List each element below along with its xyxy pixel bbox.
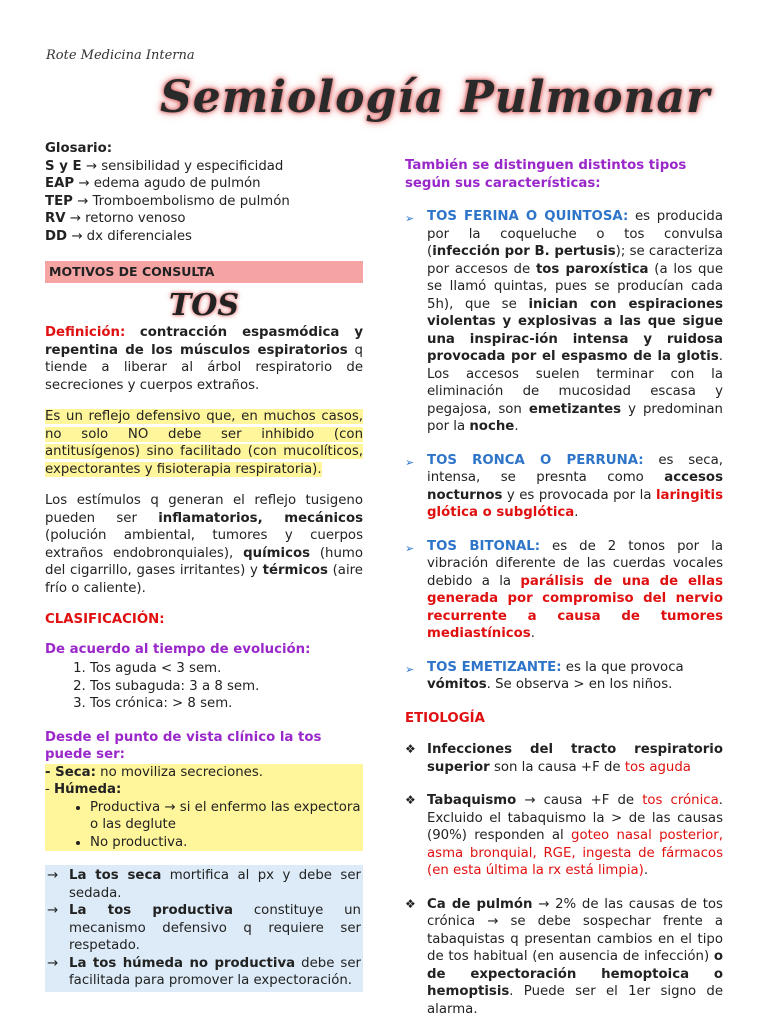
diamond-bullet-icon: ❖ [405,742,416,756]
tos-ferina-item [405,208,723,436]
etiologia-text: → 2% de las causas de tos crónica → se debe sospechar frente a tabaquistas q presentan cambios en el tipo de tos habitual (en ausencia de infección) [427,896,723,964]
nota-text: mortifica al px y debe ser sedada. [69,868,361,901]
diamond-bullet-icon: ❖ [405,896,416,911]
tos-type-red: parálisis de una de ellas generada por compromiso del nervio recurrente a causa de tumores mediastínicos [427,573,723,641]
tos-type-bold: noche [469,419,515,434]
diamond-bullet-icon: ❖ [405,793,416,807]
glosario-def: → Tromboembolismo de pulmón [77,193,290,209]
tos-type-text: es producida por la coqueluche o tos convulsa ( [427,209,723,259]
tos-type-label: TOS EMETIZANTE: [427,659,562,675]
triangle-bullet-icon: ➢ [405,541,415,555]
estimulos-paragraph [45,492,363,597]
nota-bold: La tos seca [69,868,162,883]
estimulos-bold: térmicos [262,563,328,578]
etiologia-bold: Tabaquismo [427,793,517,808]
definicion-paragraph [45,324,363,394]
etiologia-text: son la causa +F de [489,759,625,775]
tos-type-text: . Los accesos suelen terminar con la eliminación de mucosidad escasa y pegajosa, son [427,349,723,417]
etiologia-bold: Ca de pulmón [427,896,533,912]
nota-bold: La tos húmeda no productiva [69,955,296,971]
right-column [405,157,723,1034]
tos-type-bold: vómitos [427,677,487,692]
etiologia-text: . Puede ser el 1er signo de alarma. [427,984,723,1017]
definicion-text: q tiende a liberar al árbol respiratorio de secreciones y cuerpos extraños. [45,342,363,393]
etiologia-text: . Excluido el tabaquismo la > de las causas (90%) responden al [427,793,723,843]
nota-item [47,867,361,902]
tipos-heading: También se distinguen distintos tipos según sus características: [405,158,687,191]
arrow-icon: → [47,868,59,883]
definicion-bold: contracción espasmódica y repentina de los músculos espiratorios [45,325,363,358]
etiologia-text: . [643,863,649,878]
glosario-abbr: S y E [45,158,82,174]
list-item: 3. Tos crónica: > 8 sem. [90,695,363,713]
triangle-bullet-icon: ➢ [405,662,415,676]
tos-type-label: TOS BITONAL: [427,538,541,554]
tos-type-bold: infección por B. pertusis [432,244,616,259]
humeda-list [45,799,363,852]
list-item: 2. Tos subaguda: 3 a 8 sem. [90,678,363,696]
tos-ronca-item [405,452,723,522]
nota-bold: La tos productiva [69,903,234,918]
glosario-item [45,193,363,211]
clinico-highlight [45,764,363,852]
arrow-icon: → [47,903,59,918]
etiologia-heading: ETIOLOGÍA [405,710,485,726]
glosario-def: → sensibilidad y especificidad [85,158,284,174]
tos-type-text: . Se observa > en los niños. [486,677,673,692]
glosario-def: → edema agudo de pulmón [78,176,261,191]
etiologia-text: → causa +F de [516,793,643,808]
glosario-heading: Glosario: [45,141,113,156]
tos-type-text: es seca, intensa, se presnta como [427,452,723,485]
triangle-bullet-icon: ➢ [405,212,415,225]
estimulos-text: (humo del cigarrillo, gases irritantes) y [45,545,363,578]
glosario-item [45,210,363,228]
estimulos-text: Los estímulos q generan el reflejo tusigeno pueden ser [45,493,363,526]
glosario-abbr: TEP [45,193,73,209]
evolucion-list [45,660,363,713]
nota-text: debe ser facilitada para promover la expectoración. [69,955,361,988]
tos-type-bold: accesos nocturnos [427,470,723,503]
clinico-block [45,729,363,852]
tos-type-label: TOS FERINA O QUINTOSA: [427,209,629,224]
tos-type-red: laringitis glótica o subglótica [427,487,723,520]
tos-bitonal-item [405,538,723,643]
glosario-abbr: DD [45,228,68,244]
glosario-item [45,175,363,193]
etiologia-red: tos aguda [624,759,691,775]
seca-label: - Seca: [45,764,96,780]
tos-type-text: . [530,626,535,641]
tos-type-text: y predominan por la [427,401,723,434]
motivos-section-bar: MOTIVOS DE CONSULTA [45,261,363,283]
arrow-icon: → [47,955,59,971]
etiologia-red: goteo nasal posterior, asma bronquial, RGE, ingesta de fármacos (en esta última la rx está limpia) [427,828,723,878]
tos-type-bold: tos paroxística [535,261,649,277]
document-header-note: Rote Medicina Interna [46,48,195,63]
nota-text: constituye un mecanismo defensivo q requiere ser respetado. [69,903,361,953]
etiologia-item [405,792,723,880]
humeda-line [45,781,363,799]
tos-type-text: ); se caracteriza por accesos de [427,244,723,277]
etiologia-bold: o de expectoración hemoptoica o hemoptisis [427,949,723,999]
tos-type-text: es la que provoca [561,659,684,675]
triangle-bullet-icon: ➢ [405,455,415,469]
tos-type-text: . [514,419,519,434]
glosario-item [45,158,363,176]
estimulos-bold: químicos [243,545,311,561]
estimulos-bold: inflamatorios, mecánicos [158,510,363,526]
tos-emetizante-item [405,659,723,694]
clinico-heading: Desde el punto de vista clínico la tos puede ser: [45,729,322,762]
estimulos-text: (aire frío o caliente). [45,563,363,596]
nota-item [47,955,361,990]
list-item: 1. Tos aguda < 3 sem. [90,660,363,678]
tos-type-text: (a los que se llamó quintas, pues se producían cada 5h), que se [427,261,723,312]
reflejo-text: Es un reflejo defensivo que, en muchos casos, no solo NO debe ser inhibido (con antitusígenos) sino facilitado (con mucolíticos, expectorantes y fisioterapia respiratoria). [45,409,363,477]
etiologia-bold: Infecciones del tracto respiratorio superior [427,742,723,775]
tos-type-bold: inician con espiraciones violentas y explosivas a las que sigue una inspirac-ión intensa y ruidosa provocada por el espasmo de la glotis [427,296,724,364]
humeda-label: Húmeda: [54,782,122,797]
clasificacion-heading: CLASIFICACIÓN: [45,612,165,627]
tos-type-text: es de 2 tonos por la vibración diferente de las cuerdas vocales debido a la [427,538,723,589]
glosario-list [45,158,363,246]
evolucion-heading: De acuerdo al tiempo de evolución: [45,641,311,657]
list-item: • Productiva → si el enfermo las expectora o las deglute [90,799,363,834]
glosario-abbr: RV [45,211,66,226]
etiologia-item [405,741,723,776]
notas-block [45,865,363,992]
glosario-def: → retorno venoso [69,211,186,226]
glosario-def: → dx diferenciales [71,228,192,244]
seca-text: no moviliza secreciones. [95,764,264,780]
etiologia-red: tos crónica [642,793,719,808]
tos-type-text: y es provocada por la [502,487,656,503]
nota-item [47,902,361,955]
etiologia-item [405,896,723,1019]
list-item: • No productiva. [90,834,363,852]
tos-type-text: . [574,505,579,520]
glosario-item [45,228,363,246]
seca-line [45,764,363,782]
definicion-label: Definición: [45,325,126,340]
page-title: Semiología Pulmonar [160,72,711,123]
glosario-abbr: EAP [45,176,75,191]
tos-title: TOS [168,287,240,323]
estimulos-text: (polución ambiental, tumores y cuerpos extraños endobronquiales), [45,528,363,561]
tos-type-bold: emetizantes [528,401,622,417]
humeda-prefix: - [45,782,55,797]
left-column [45,140,363,992]
tos-type-label: TOS RONCA O PERRUNA: [427,452,644,468]
reflejo-paragraph [45,408,363,478]
